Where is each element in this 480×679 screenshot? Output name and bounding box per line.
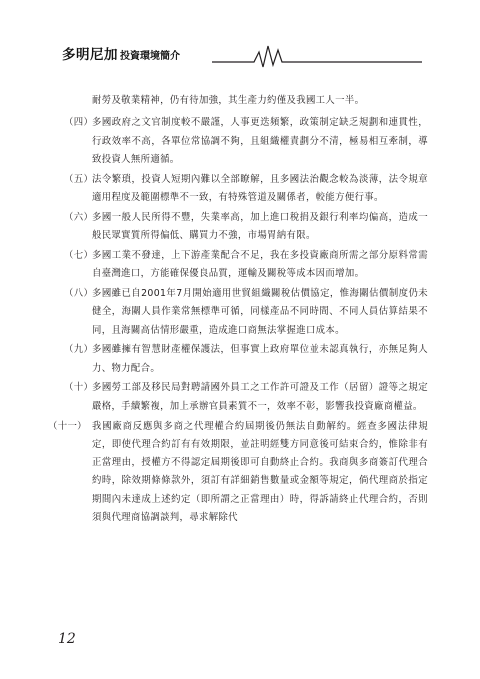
paragraph-text: 多國工業不發達，上下游產業配合不足，我在多投資廠商所需之部分原料常需自臺灣進口，方能確保優良品質，運輸及關稅等成本因而增加。	[92, 249, 428, 280]
paragraph-text: 多國雖已自2001年7月開始適用世貿組織關稅估價協定，惟海關估價制度仍未健全，海關人員作業常無標準可循，同樣產品不同時間、不同人員估算結果不同，且海關高估情形嚴重，造成進口商無法掌握進口成本。	[92, 287, 428, 336]
paragraph-continuation	[58, 92, 428, 110]
heartbeat-line-icon	[62, 40, 422, 68]
list-item	[58, 379, 428, 416]
item-number: （八）	[64, 287, 94, 299]
item-number: （十）	[64, 382, 94, 394]
paragraph-text: 多國勞工部及移民局對聘請國外員工之工作許可證及工作（居留）證等之規定嚴格，手續繁複，加上承辦官員素質不一，效率不彰，影響我投資廠商權益。	[92, 382, 428, 412]
list-item	[58, 247, 428, 284]
paragraph-text: 多國雖擁有智慧財產權保護法，但事實上政府單位並未認真執行，亦無足夠人力、物力配合。	[92, 344, 428, 374]
paragraph-text: 法令繁瑣，投資人短期內難以全部瞭解，且多國法治觀念較為淡薄，法令規章適用程度及範圍標準不一致，有特殊管道及關係者，較能方便行事。	[92, 173, 428, 203]
list-item	[58, 171, 428, 208]
item-number: （六）	[64, 211, 94, 223]
page-header	[62, 40, 422, 68]
paragraph-text: 我國廠商反應與多商之代理權合約屆期後仍無法自動解約。經查多國法律規定，即使代理合約訂有有效期限，並註明經雙方同意後可結束合約，惟除非有正當理由，授權方不得認定屆期後即可自動終止合約。我商與多商簽訂代理合約時，除效期條條款外，須訂有詳細銷售數量或金額等規定，倘代理商於指定期間內未達成上述約定（即所謂之正當理由）時，得訴請終止代理合約，否則須與代理商協調談判，尋求解除代	[92, 420, 428, 524]
list-item	[58, 209, 428, 246]
header-subtitle: 投資環境簡介	[120, 51, 180, 62]
document-body	[48, 92, 428, 529]
item-number: （九）	[64, 344, 94, 356]
list-item	[58, 341, 428, 378]
item-number: （七）	[64, 249, 94, 261]
paragraph-text: 多國一般人民所得不豐，失業率高，加上進口稅捐及銀行利率均偏高，造成一般民眾實質所得偏低、購買力不強，市場胃納有限。	[92, 211, 428, 242]
list-item	[58, 285, 428, 340]
list-item	[48, 418, 428, 528]
list-item	[58, 114, 428, 169]
item-number: （五）	[64, 173, 94, 185]
header-country-name: 多明尼加	[62, 47, 118, 63]
page-number: 12	[58, 631, 76, 647]
item-number: （十一）	[48, 420, 87, 432]
item-number: （四）	[64, 117, 94, 129]
paragraph-text: 耐勞及敬業精神，仍有待加強，其生產力約僅及我國工人一半。	[92, 95, 365, 106]
paragraph-text: 多國政府之文官制度較不嚴謹，人事更迭頻繁，政策制定缺乏規劃和連貫性，行政效率不高，各單位常協調不夠，且組織權責劃分不清，極易相互牽制，導致投資人無所適循。	[92, 117, 428, 165]
